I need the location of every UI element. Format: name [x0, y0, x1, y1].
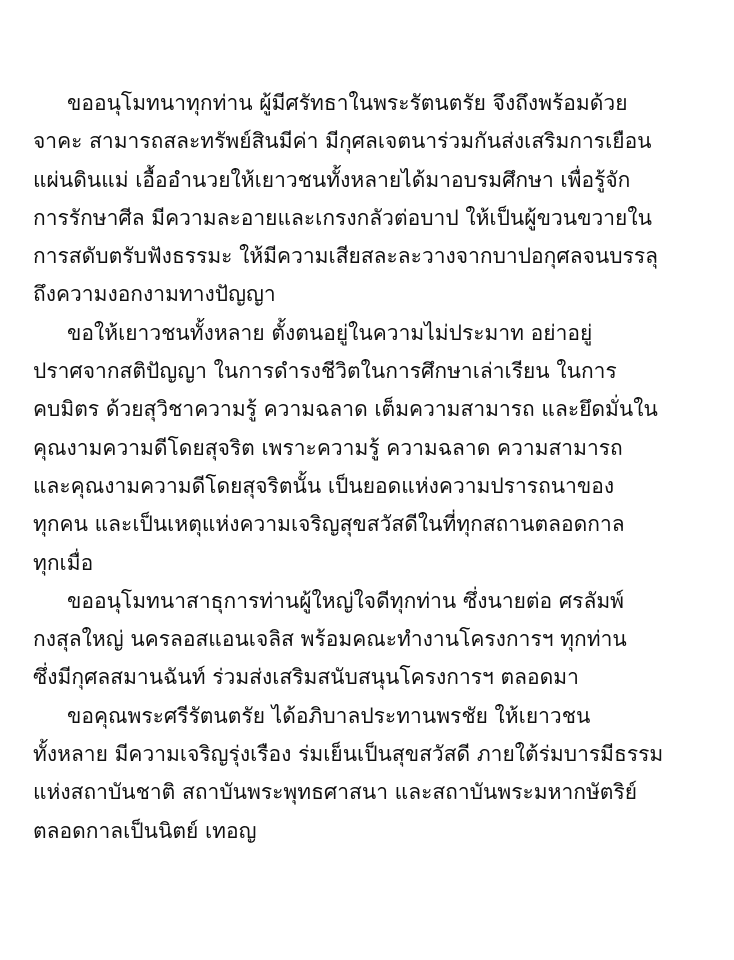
paragraph-2-line-2: ปราศจากสติปัญญา ในการดำรงชีวิตในการศึกษาเล่าเรียน ในการ [33, 359, 617, 384]
paragraph-1-line-6: ถึงความงอกงามทางปัญญา [33, 282, 276, 307]
document-text [33, 84, 723, 850]
paragraph-4-line-1: ขอคุณพระศรีรัตนตรัย ได้อภิบาลประทานพรชัย ให้เยาวชน [67, 703, 591, 728]
paragraph-4-line-3: แห่งสถาบันชาติ สถาบันพระพุทธศาสนา และสถาบันพระมหากษัตริย์ [33, 780, 638, 805]
paragraph-2-line-3: คบมิตร ด้วยสุวิชาความรู้ ความฉลาด เต็มความสามารถ และยึดมั่นใน [33, 397, 658, 422]
paragraph-1-line-3: แผ่นดินแม่ เอื้ออำนวยให้เยาวชนทั้งหลายได้มาอบรมศึกษา เพื่อรู้จัก [33, 167, 631, 192]
paragraph-3-line-3: ซึ่งมีกุศลสมานฉันท์ ร่วมส่งเสริมสนับสนุนโครงการฯ ตลอดมา [33, 665, 579, 690]
paragraph-3-line-1: ขออนุโมทนาสาธุการท่านผู้ใหญ่ใจดีทุกท่าน ซึ่งนายต่อ ศรลัมพ์ [67, 588, 625, 613]
paragraph-1-line-5: การสดับตรับฟังธรรมะ ให้มีความเสียสละละวางจากบาปอกุศลจนบรรลุ [33, 244, 658, 269]
paragraph-2-line-1: ขอให้เยาวชนทั้งหลาย ตั้งตนอยู่ในความไม่ประมาท อย่าอยู่ [67, 320, 593, 345]
paragraph-1-line-4: การรักษาศีล มีความละอายและเกรงกลัวต่อบาป ให้เป็นผู้ขวนขวายใน [33, 205, 652, 230]
paragraph-2-line-6: ทุกคน และเป็นเหตุแห่งความเจริญสุขสวัสดีในที่ทุกสถานตลอดกาล [33, 512, 625, 537]
paragraph-1-line-1: ขออนุโมทนาทุกท่าน ผู้มีศรัทธาในพระรัตนตรัย จึงถึงพร้อมด้วย [67, 91, 628, 115]
paragraph-2-line-5: และคุณงามความดีโดยสุจริตนั้น เป็นยอดแห่งความปรารถนาของ [33, 473, 615, 498]
paragraph-2-line-7: ทุกเมื่อ [33, 550, 94, 575]
paragraph-3-line-2: กงสุลใหญ่ นครลอสแอนเจลิส พร้อมคณะทำงานโครงการฯ ทุกท่าน [33, 627, 627, 652]
paragraph-4-line-2: ทั้งหลาย มีความเจริญรุ่งเรือง ร่มเย็นเป็นสุขสวัสดี ภายใต้ร่มบารมีธรรม [33, 742, 664, 767]
paragraph-1-line-2: จาคะ สามารถสละทรัพย์สินมีค่า มีกุศลเจตนาร่วมกันส่งเสริมการเยือน [33, 129, 652, 154]
paragraph-2-line-4: คุณงามความดีโดยสุจริต เพราะความรู้ ความฉลาด ความสามารถ [33, 435, 623, 460]
paragraph-4-line-4: ตลอดกาลเป็นนิตย์ เทอญ [33, 818, 257, 843]
